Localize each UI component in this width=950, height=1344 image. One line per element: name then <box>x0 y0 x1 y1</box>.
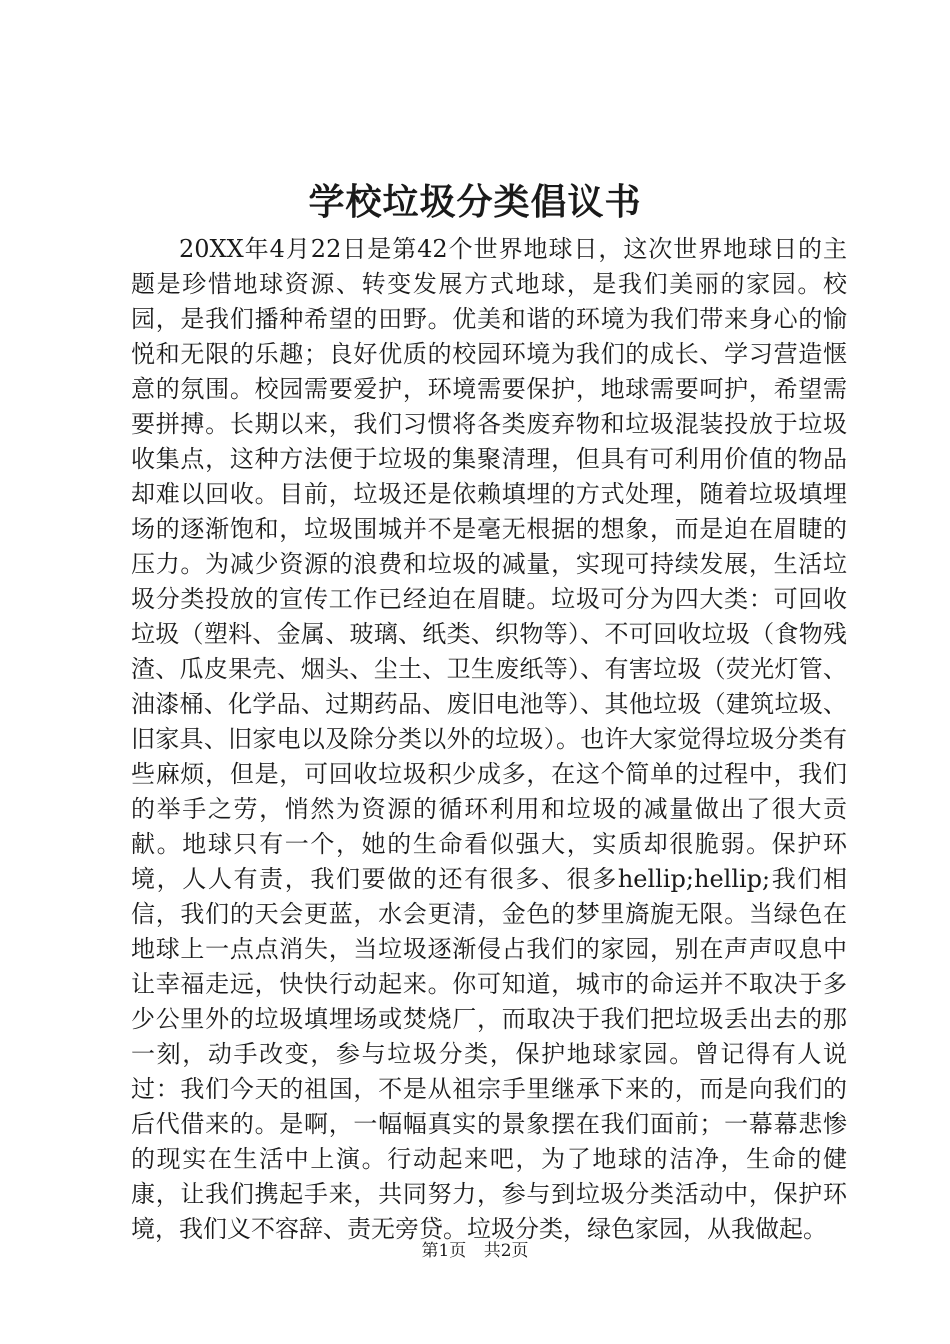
page-footer <box>0 1239 950 1263</box>
page-number-current: 第1页 <box>421 1241 467 1261</box>
document-body: 20XX年4月22日是第42个世界地球日，这次世界地球日的主题是珍惜地球资源、转变发展方式地球，是我们美丽的家园。校园，是我们播种希望的田野。优美和谐的环境为我们带来身心的愉悦和无限的乐趣；良好优质的校园环境为我们的成长、学习营造惬意的氛围。校园需要爱护，环境需要保护，地球需要呵护，希望需要拼搏。长期以来，我们习惯将各类废弃物和垃圾混装投放于垃圾收集点，这种方法便于垃圾的集聚清理，但具有可利用价值的物品却难以回收。目前，垃圾还是依赖填埋的方式处理，随着垃圾填埋场的逐渐饱和，垃圾围城并不是毫无根据的想象，而是迫在眉睫的压力。为减少资源的浪费和垃圾的减量，实现可持续发展，生活垃圾分类投放的宣传工作已经迫在眉睫。垃圾可分为四大类：可回收垃圾（塑料、金属、玻璃、纸类、织物等）、不可回收垃圾（食物残渣、瓜皮果壳、烟头、尘土、卫生废纸等）、有害垃圾（荧光灯管、油漆桶、化学品、过期药品、废旧电池等）、其他垃圾（建筑垃圾、旧家具、旧家电以及除分类以外的垃圾）。也许大家觉得垃圾分类有些麻烦，但是，可回收垃圾积少成多，在这个简单的过程中，我们的举手之劳，悄然为资源的循环利用和垃圾的减量做出了很大贡献。地球只有一个，她的生命看似强大，实质却很脆弱。保护环境，人人有责，我们要做的还有很多、很多hellip;hellip;我们相信，我们的天会更蓝，水会更清，金色的梦里旖旎无限。当绿色在地球上一点点消失，当垃圾逐渐侵占我们的家园，别在声声叹息中让幸福走远，快快行动起来。你可知道，城市的命运并不取决于多少公里外的垃圾填埋场或焚烧厂，而取决于我们把垃圾丢出去的那一刻，动手改变，参与垃圾分类，保护地球家园。曾记得有人说过：我们今天的祖国，不是从祖宗手里继承下来的，而是向我们的后代借来的。是啊，一幅幅真实的景象摆在我们面前；一幕幕悲惨的现实在生活中上演。行动起来吧，为了地球的洁净，生命的健康，让我们携起手来，共同努力，参与到垃圾分类活动中，保护环境，我们义不容辞、责无旁贷。垃圾分类，绿色家园，从我做起。 <box>131 235 847 1243</box>
document-title: 学校垃圾分类倡议书 <box>308 181 642 223</box>
page-number-total: 共2页 <box>483 1241 529 1261</box>
